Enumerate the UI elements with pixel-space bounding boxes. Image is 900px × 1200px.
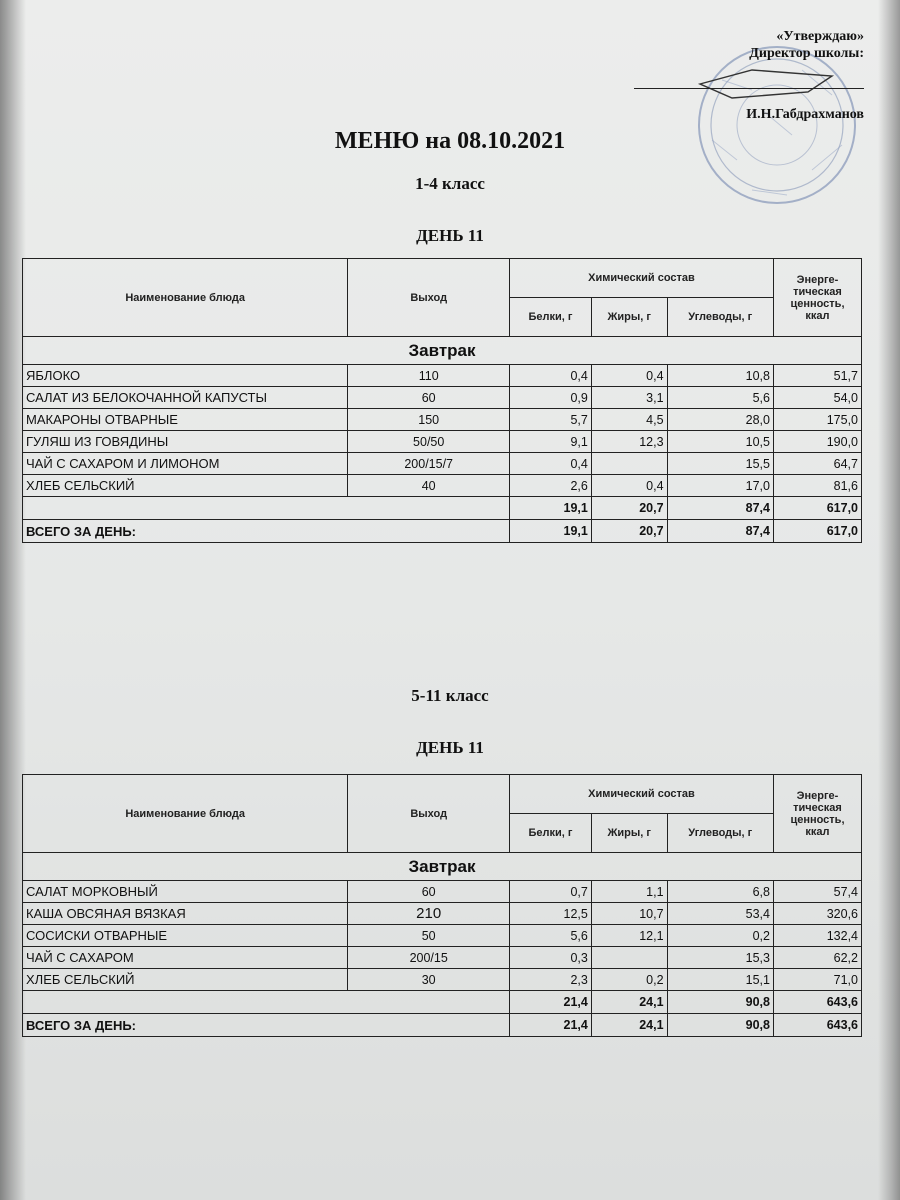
dish-output: 40 — [348, 475, 510, 497]
total-protein: 21,4 — [510, 1014, 592, 1037]
total-row — [23, 1014, 862, 1037]
dish-protein: 5,6 — [510, 925, 592, 947]
dish-carbs: 17,0 — [667, 475, 773, 497]
subtotal-protein: 19,1 — [510, 497, 592, 520]
table-row — [23, 365, 862, 387]
dish-energy: 190,0 — [773, 431, 861, 453]
dish-fat — [591, 947, 667, 969]
table-row — [23, 947, 862, 969]
dish-fat: 3,1 — [591, 387, 667, 409]
dish-protein: 0,3 — [510, 947, 592, 969]
dish-protein: 0,4 — [510, 453, 592, 475]
dish-fat: 12,3 — [591, 431, 667, 453]
subtotal-row — [23, 497, 862, 520]
dish-energy: 54,0 — [773, 387, 861, 409]
signature-line — [634, 88, 864, 89]
total-label: ВСЕГО ЗА ДЕНЬ: — [23, 1014, 510, 1037]
dish-name: ХЛЕБ СЕЛЬСКИЙ — [23, 969, 348, 991]
dish-name: ГУЛЯШ ИЗ ГОВЯДИНЫ — [23, 431, 348, 453]
subtotal-energy: 617,0 — [773, 497, 861, 520]
dish-carbs: 15,1 — [667, 969, 773, 991]
dish-energy: 64,7 — [773, 453, 861, 475]
approval-heading: «Утверждаю» — [776, 29, 864, 44]
menu-title: МЕНЮ на 08.10.2021 — [334, 128, 566, 154]
menu-table-1-4 — [22, 258, 862, 543]
class-label-1: 1-4 класс — [415, 174, 485, 193]
dish-protein: 0,7 — [510, 881, 592, 903]
dish-protein: 2,3 — [510, 969, 592, 991]
dish-protein: 2,6 — [510, 475, 592, 497]
dish-output: 30 — [348, 969, 510, 991]
dish-output: 210 — [348, 903, 510, 925]
dish-fat: 0,4 — [591, 365, 667, 387]
director-position: Директор школы: — [749, 46, 864, 61]
subtotal-fat: 24,1 — [591, 991, 667, 1014]
dish-carbs: 15,3 — [667, 947, 773, 969]
menu-table-5-11 — [22, 774, 862, 1037]
dish-carbs: 53,4 — [667, 903, 773, 925]
dish-name: КАША ОВСЯНАЯ ВЯЗКАЯ — [23, 903, 348, 925]
dish-fat: 4,5 — [591, 409, 667, 431]
dish-output: 110 — [348, 365, 510, 387]
total-row — [23, 520, 862, 543]
dish-protein: 12,5 — [510, 903, 592, 925]
dish-energy: 320,6 — [773, 903, 861, 925]
dish-protein: 9,1 — [510, 431, 592, 453]
dish-protein: 5,7 — [510, 409, 592, 431]
dish-carbs: 15,5 — [667, 453, 773, 475]
header-output: Выход — [348, 775, 510, 853]
dish-protein: 0,4 — [510, 365, 592, 387]
total-carbs: 90,8 — [667, 1014, 773, 1037]
subtotal-carbs: 87,4 — [667, 497, 773, 520]
header-protein: Белки, г — [510, 298, 592, 337]
total-carbs: 87,4 — [667, 520, 773, 543]
day-label-1: ДЕНЬ 11 — [416, 226, 484, 245]
dish-fat: 1,1 — [591, 881, 667, 903]
approval-block — [746, 28, 864, 123]
dish-energy: 71,0 — [773, 969, 861, 991]
subtotal-blank — [23, 497, 510, 520]
dish-energy: 132,4 — [773, 925, 861, 947]
table-row — [23, 431, 862, 453]
total-energy: 617,0 — [773, 520, 861, 543]
table-row — [23, 969, 862, 991]
header-protein: Белки, г — [510, 814, 592, 853]
table-row — [23, 881, 862, 903]
dish-carbs: 28,0 — [667, 409, 773, 431]
subtotal-carbs: 90,8 — [667, 991, 773, 1014]
dish-energy: 62,2 — [773, 947, 861, 969]
dish-fat: 0,4 — [591, 475, 667, 497]
dish-output: 50 — [348, 925, 510, 947]
table-row — [23, 453, 862, 475]
dish-name: ЯБЛОКО — [23, 365, 348, 387]
subtotal-fat: 20,7 — [591, 497, 667, 520]
dish-protein: 0,9 — [510, 387, 592, 409]
header-chem: Химический состав — [510, 259, 774, 298]
dish-name: ЧАЙ С САХАРОМ — [23, 947, 348, 969]
director-name: И.Н.Габдрахманов — [746, 107, 864, 122]
total-label: ВСЕГО ЗА ДЕНЬ: — [23, 520, 510, 543]
dish-name: СОСИСКИ ОТВАРНЫЕ — [23, 925, 348, 947]
meal-label: Завтрак — [23, 853, 862, 881]
day-label-2: ДЕНЬ 11 — [416, 738, 484, 757]
dish-output: 200/15/7 — [348, 453, 510, 475]
subtotal-blank — [23, 991, 510, 1014]
dish-fat — [591, 453, 667, 475]
header-fat: Жиры, г — [591, 814, 667, 853]
header-fat: Жиры, г — [591, 298, 667, 337]
header-output: Выход — [348, 259, 510, 337]
dish-fat: 0,2 — [591, 969, 667, 991]
dish-name: САЛАТ ИЗ БЕЛОКОЧАННОЙ КАПУСТЫ — [23, 387, 348, 409]
subtotal-protein: 21,4 — [510, 991, 592, 1014]
meal-label: Завтрак — [23, 337, 862, 365]
dish-carbs: 10,8 — [667, 365, 773, 387]
dish-carbs: 6,8 — [667, 881, 773, 903]
header-dish: Наименование блюда — [23, 259, 348, 337]
total-protein: 19,1 — [510, 520, 592, 543]
dish-name: ХЛЕБ СЕЛЬСКИЙ — [23, 475, 348, 497]
dish-carbs: 10,5 — [667, 431, 773, 453]
dish-output: 200/15 — [348, 947, 510, 969]
table-row — [23, 903, 862, 925]
table-row — [23, 387, 862, 409]
dish-name: ЧАЙ С САХАРОМ И ЛИМОНОМ — [23, 453, 348, 475]
dish-output: 50/50 — [348, 431, 510, 453]
dish-energy: 175,0 — [773, 409, 861, 431]
class-label-2: 5-11 класс — [411, 686, 489, 705]
total-fat: 20,7 — [591, 520, 667, 543]
header-carbs: Углеводы, г — [667, 298, 773, 337]
dish-fat: 12,1 — [591, 925, 667, 947]
table-row — [23, 409, 862, 431]
dish-carbs: 0,2 — [667, 925, 773, 947]
header-energy: Энерге-тическая ценность, ккал — [773, 259, 861, 337]
header-dish: Наименование блюда — [23, 775, 348, 853]
header-chem: Химический состав — [510, 775, 774, 814]
dish-energy: 51,7 — [773, 365, 861, 387]
dish-carbs: 5,6 — [667, 387, 773, 409]
dish-energy: 81,6 — [773, 475, 861, 497]
total-energy: 643,6 — [773, 1014, 861, 1037]
dish-name: САЛАТ МОРКОВНЫЙ — [23, 881, 348, 903]
subtotal-row — [23, 991, 862, 1014]
subtotal-energy: 643,6 — [773, 991, 861, 1014]
dish-fat: 10,7 — [591, 903, 667, 925]
dish-output: 150 — [348, 409, 510, 431]
table-row — [23, 925, 862, 947]
header-carbs: Углеводы, г — [667, 814, 773, 853]
dish-output: 60 — [348, 387, 510, 409]
dish-output: 60 — [348, 881, 510, 903]
table-row — [23, 475, 862, 497]
total-fat: 24,1 — [591, 1014, 667, 1037]
dish-energy: 57,4 — [773, 881, 861, 903]
header-energy: Энерге-тическая ценность, ккал — [773, 775, 861, 853]
dish-name: МАКАРОНЫ ОТВАРНЫЕ — [23, 409, 348, 431]
